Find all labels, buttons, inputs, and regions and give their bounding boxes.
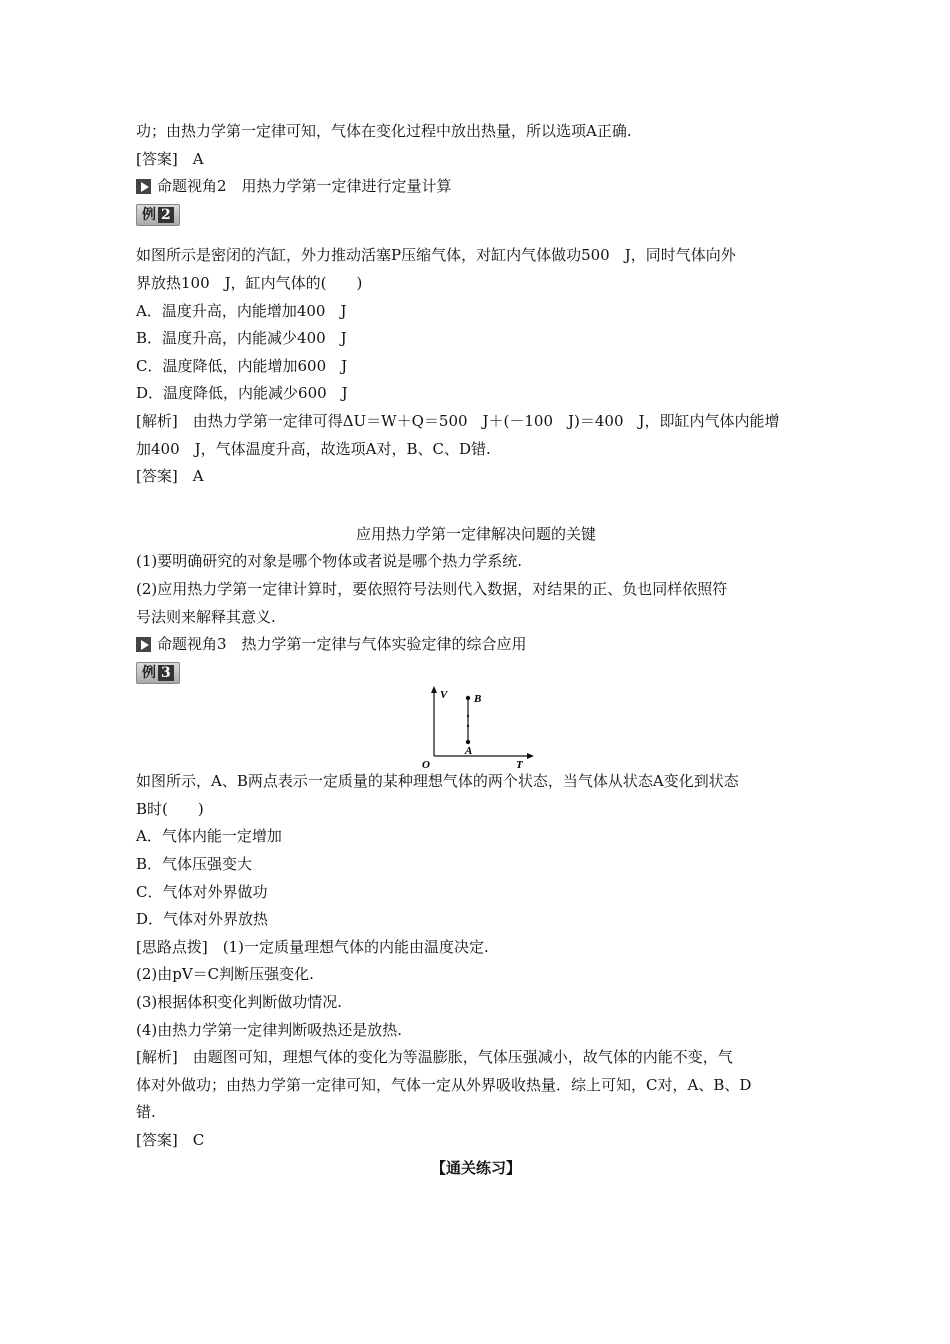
hint-line: (2)由pV＝C判断压强变化. bbox=[136, 965, 314, 984]
play-icon bbox=[136, 179, 151, 194]
document-page bbox=[136, 118, 816, 1182]
question-stem: 如图所示是密闭的汽缸，外力推动活塞P压缩气体，对缸内气体做功500 J，同时气体向外 bbox=[136, 246, 736, 265]
section-heading-3 bbox=[136, 631, 816, 659]
example-badge: 例 2 bbox=[136, 204, 180, 226]
analysis-line: 体对外做功；由热力学第一定律可知，气体一定从外界吸收热量．综上可知，C对，A、B、D bbox=[136, 1075, 752, 1094]
option-b: B．温度升高，内能减少400 J bbox=[136, 329, 347, 348]
example-badge-row bbox=[136, 201, 816, 229]
key-box-title: 应用热力学第一定律解决问题的关键 bbox=[355, 524, 596, 543]
point-a-label: A bbox=[465, 745, 473, 758]
example-badge-row bbox=[136, 659, 816, 687]
answer-line: [答案] C bbox=[136, 1131, 205, 1149]
play-icon bbox=[136, 637, 151, 652]
vt-diagram-svg bbox=[416, 686, 536, 768]
x-axis-label: T bbox=[516, 759, 523, 769]
option-b: B．气体压强变大 bbox=[136, 855, 253, 874]
hint-line: [思路点拨] (1)一定质量理想气体的内能由温度决定. bbox=[136, 937, 489, 956]
option-d: D．温度降低，内能减少600 J bbox=[136, 384, 348, 403]
question-stem: 如图所示，A、B两点表示一定质量的某种理想气体的两个状态，当气体从状态A变化到状态 bbox=[136, 772, 739, 791]
answer-line: [答案] A bbox=[136, 149, 204, 168]
hint-line: (3)根据体积变化判断做功情况. bbox=[136, 993, 343, 1012]
origin-label: O bbox=[422, 759, 430, 769]
practice-title: 【通关练习】 bbox=[430, 1158, 521, 1177]
section-heading-2 bbox=[136, 173, 816, 201]
section-heading-text: 命题视角2 用热力学第一定律进行定量计算 bbox=[157, 177, 452, 196]
answer-line: [答案] A bbox=[136, 467, 204, 486]
text-line: 功；由热力学第一定律可知，气体在变化过程中放出热量，所以选项A正确. bbox=[136, 122, 632, 140]
analysis-line: [解析] 由题图可知，理想气体的变化为等温膨胀，气体压强减小，故气体的内能不变，气 bbox=[136, 1048, 733, 1067]
key-point: (1)要明确研究的对象是哪个物体或者说是哪个热力学系统. bbox=[136, 552, 523, 571]
analysis-line: [解析] 由热力学第一定律可得ΔU＝W＋Q＝500 J＋(－100 J)＝400 J，即缸内气体内能增 bbox=[136, 411, 780, 430]
option-a: A．温度升高，内能增加400 J bbox=[136, 301, 347, 320]
question-stem: 界放热100 J，缸内气体的( ) bbox=[136, 273, 363, 292]
option-c: C．温度降低，内能增加600 J bbox=[136, 356, 348, 375]
option-d: D．气体对外界放热 bbox=[136, 910, 269, 929]
vt-diagram bbox=[416, 686, 536, 768]
option-a: A．气体内能一定增加 bbox=[136, 827, 282, 846]
point-b-label: B bbox=[474, 693, 482, 706]
analysis-line: 加400 J，气体温度升高，故选项A对，B、C、D错. bbox=[136, 439, 491, 458]
key-point: (2)应用热力学第一定律计算时，要依照符号法则代入数据，对结果的正、负也同样依照符 bbox=[136, 579, 728, 598]
option-c: C．气体对外界做功 bbox=[136, 882, 268, 901]
example-badge: 例 3 bbox=[136, 662, 180, 684]
hint-line: (4)由热力学第一定律判断吸热还是放热. bbox=[136, 1020, 403, 1039]
section-heading-text: 命题视角3 热力学第一定律与气体实验定律的综合应用 bbox=[157, 635, 527, 654]
key-point: 号法则来解释其意义. bbox=[136, 607, 276, 626]
analysis-line: 错. bbox=[136, 1103, 156, 1122]
question-stem: B时( ) bbox=[136, 799, 204, 818]
y-axis-label: V bbox=[440, 689, 448, 702]
